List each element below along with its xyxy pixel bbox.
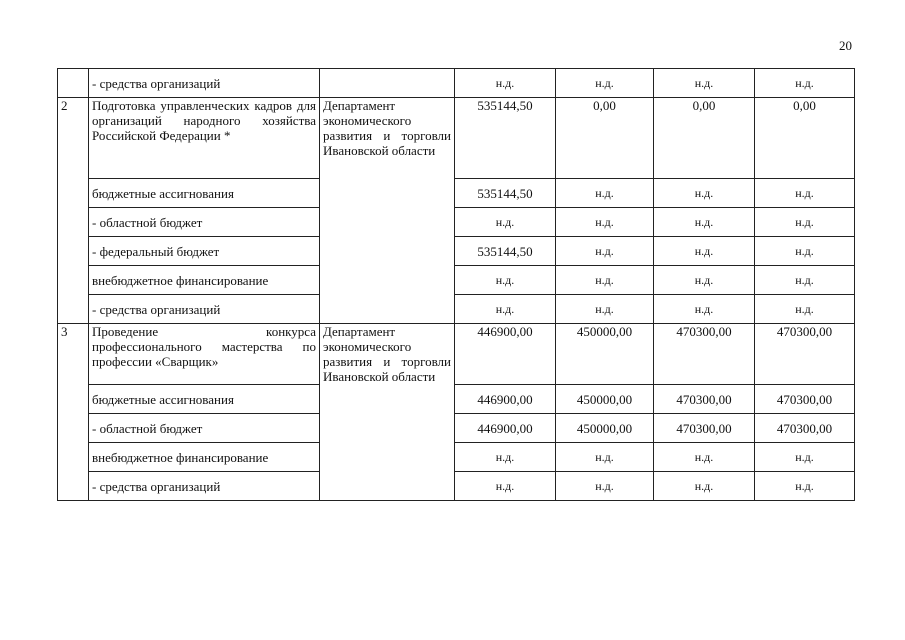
value-cell: н.д.: [556, 179, 654, 208]
item-number: 3: [58, 324, 89, 501]
value-cell: н.д.: [556, 266, 654, 295]
value-cell: 470300,00: [755, 324, 855, 385]
value-cell: н.д.: [755, 69, 855, 98]
value-cell: н.д.: [556, 69, 654, 98]
value-cell: 470300,00: [755, 385, 855, 414]
value-cell: 535144,50: [455, 98, 556, 179]
value-cell: 450000,00: [556, 385, 654, 414]
value-cell: н.д.: [654, 69, 755, 98]
table-row: [58, 98, 855, 179]
table-row: [58, 69, 855, 98]
value-cell: н.д.: [556, 208, 654, 237]
value-cell: 450000,00: [556, 324, 654, 385]
table-row: [58, 295, 855, 324]
row-label: - областной бюджет: [89, 208, 320, 237]
value-cell: н.д.: [556, 237, 654, 266]
value-cell: 0,00: [654, 98, 755, 179]
item-name: Подготовка управленческих кадров для организаций народного хозяйства Российской Федерации *: [89, 98, 320, 179]
table-row: [58, 385, 855, 414]
value-cell: н.д.: [755, 443, 855, 472]
table-row: [58, 266, 855, 295]
value-cell: н.д.: [755, 208, 855, 237]
table-row: [58, 237, 855, 266]
value-cell: н.д.: [455, 472, 556, 501]
value-cell: н.д.: [755, 237, 855, 266]
row-label: внебюджетное финансирование: [89, 266, 320, 295]
value-cell: 470300,00: [654, 385, 755, 414]
value-cell: 470300,00: [654, 324, 755, 385]
funding-table: [57, 68, 855, 501]
row-label: - средства организаций: [89, 472, 320, 501]
row-label: - средства организаций: [89, 69, 320, 98]
value-cell: н.д.: [755, 179, 855, 208]
item-name: Проведение конкурса профессионального мастерства по профессии «Сварщик»: [89, 324, 320, 385]
item-number: 2: [58, 98, 89, 324]
value-cell: н.д.: [455, 266, 556, 295]
row-label: - областной бюджет: [89, 414, 320, 443]
row-label: - средства организаций: [89, 295, 320, 324]
department-cell: Департамент экономического развития и торговли Ивановской области: [320, 324, 455, 501]
value-cell: н.д.: [654, 295, 755, 324]
value-cell: н.д.: [556, 443, 654, 472]
value-cell: н.д.: [556, 295, 654, 324]
value-cell: н.д.: [455, 69, 556, 98]
value-cell: н.д.: [455, 295, 556, 324]
table-row: [58, 472, 855, 501]
value-cell: н.д.: [755, 295, 855, 324]
value-cell: н.д.: [654, 472, 755, 501]
value-cell: 446900,00: [455, 414, 556, 443]
table-row: [58, 179, 855, 208]
value-cell: н.д.: [654, 237, 755, 266]
table-row: [58, 414, 855, 443]
table-row: [58, 443, 855, 472]
value-cell: н.д.: [455, 443, 556, 472]
value-cell: 0,00: [556, 98, 654, 179]
value-cell: 450000,00: [556, 414, 654, 443]
value-cell: 535144,50: [455, 179, 556, 208]
row-label: - федеральный бюджет: [89, 237, 320, 266]
value-cell: 535144,50: [455, 237, 556, 266]
department-cell: Департамент экономического развития и торговли Ивановской области: [320, 98, 455, 324]
value-cell: н.д.: [654, 266, 755, 295]
table-row: [58, 324, 855, 385]
value-cell: н.д.: [556, 472, 654, 501]
value-cell: 470300,00: [755, 414, 855, 443]
page-number: 20: [839, 38, 852, 53]
row-label: бюджетные ассигнования: [89, 179, 320, 208]
value-cell: н.д.: [654, 179, 755, 208]
value-cell: н.д.: [654, 208, 755, 237]
value-cell: н.д.: [755, 266, 855, 295]
value-cell: 0,00: [755, 98, 855, 179]
value-cell: н.д.: [455, 208, 556, 237]
num-cell: [58, 69, 89, 98]
value-cell: н.д.: [654, 443, 755, 472]
row-label: бюджетные ассигнования: [89, 385, 320, 414]
value-cell: 446900,00: [455, 385, 556, 414]
table-row: [58, 208, 855, 237]
value-cell: н.д.: [755, 472, 855, 501]
row-label: внебюджетное финансирование: [89, 443, 320, 472]
department-cell: [320, 69, 455, 98]
value-cell: 446900,00: [455, 324, 556, 385]
value-cell: 470300,00: [654, 414, 755, 443]
